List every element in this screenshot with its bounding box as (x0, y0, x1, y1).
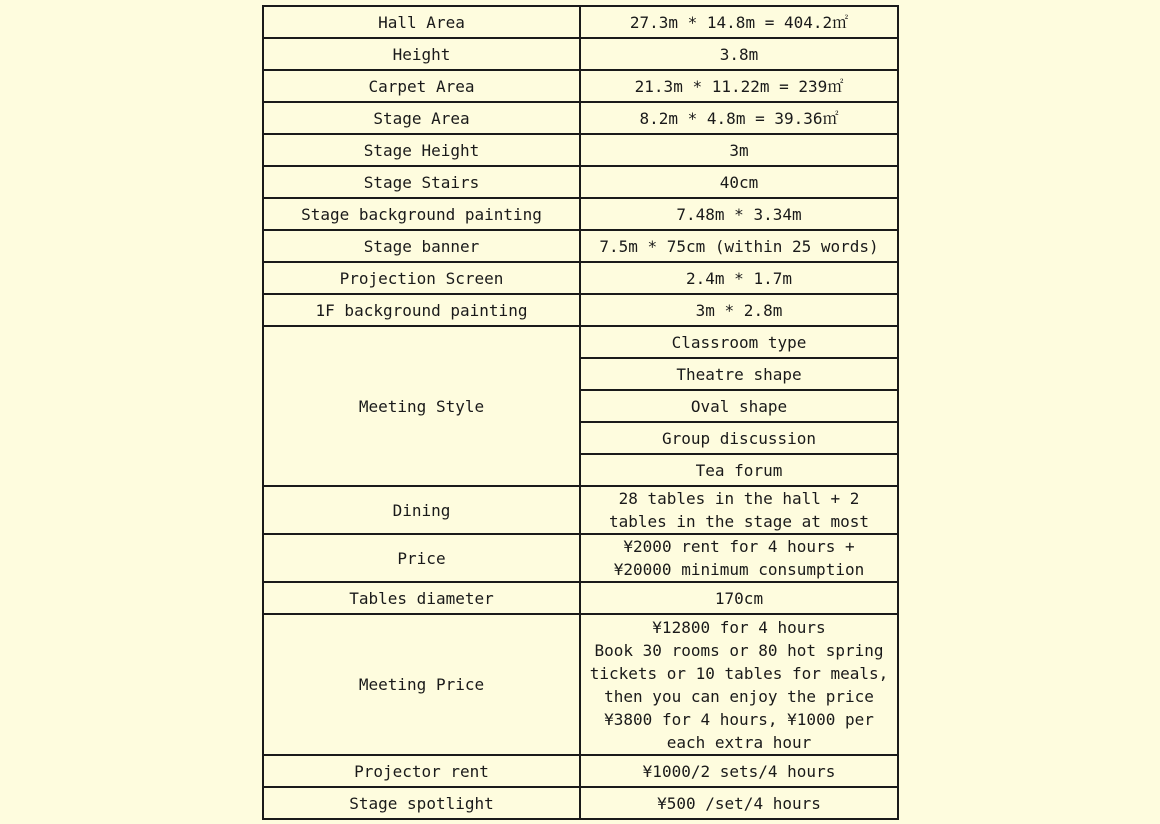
row-value: ¥500 /set/4 hours (580, 787, 898, 819)
table-row (263, 614, 898, 755)
meeting-price-text (585, 616, 893, 754)
price-text (585, 535, 893, 581)
row-value: ¥1000/2 sets/4 hours (580, 755, 898, 787)
table-row (263, 787, 898, 819)
row-value: 3m (580, 134, 898, 166)
row-value: 7.48m * 3.34m (580, 198, 898, 230)
row-value: 2.4m * 1.7m (580, 262, 898, 294)
table-row (263, 326, 898, 358)
row-label: Height (263, 38, 580, 70)
row-label: Stage background painting (263, 198, 580, 230)
table-row (263, 6, 898, 38)
table-row (263, 198, 898, 230)
row-label: 1F background painting (263, 294, 580, 326)
meeting-style-option: Oval shape (580, 390, 898, 422)
meeting-style-option: Group discussion (580, 422, 898, 454)
row-label: Projector rent (263, 755, 580, 787)
row-label: Stage Height (263, 134, 580, 166)
row-value (580, 486, 898, 534)
meeting-price-offer: Book 30 rooms or 80 hot spring tickets or 10 tables for meals, then you can enjoy the price ¥3800 for 4 hours, ¥1000 per each extra hour (589, 640, 889, 752)
table-row (263, 294, 898, 326)
table-row (263, 102, 898, 134)
meeting-style-option: Tea forum (580, 454, 898, 486)
venue-spec-table (262, 5, 899, 820)
row-label: Stage Stairs (263, 166, 580, 198)
row-value: 3m * 2.8m (580, 294, 898, 326)
meeting-style-option: Theatre shape (580, 358, 898, 390)
dining-text: 28 tables in the hall + 2 tables in the stage at most (608, 489, 870, 531)
row-label: Projection Screen (263, 262, 580, 294)
table-row (263, 534, 898, 582)
table-row (263, 38, 898, 70)
row-value: 27.3m * 14.8m = 404.2㎡ (580, 6, 898, 38)
table-row (263, 70, 898, 102)
table-row (263, 230, 898, 262)
row-value: 3.8m (580, 38, 898, 70)
row-value: 7.5m * 75cm (within 25 words) (580, 230, 898, 262)
row-label: Meeting Price (263, 614, 580, 755)
price-line: ¥20000 minimum consumption (613, 560, 865, 579)
row-label: Hall Area (263, 6, 580, 38)
row-value (580, 614, 898, 755)
row-label: Tables diameter (263, 582, 580, 614)
row-value: 21.3m * 11.22m = 239㎡ (580, 70, 898, 102)
meeting-style-option: Classroom type (580, 326, 898, 358)
row-value: 8.2m * 4.8m = 39.36㎡ (580, 102, 898, 134)
row-label: Stage spotlight (263, 787, 580, 819)
row-label: Stage banner (263, 230, 580, 262)
row-label: Stage Area (263, 102, 580, 134)
table-row (263, 262, 898, 294)
table-row (263, 582, 898, 614)
row-value (580, 534, 898, 582)
row-label: Meeting Style (263, 326, 580, 486)
row-value: 170cm (580, 582, 898, 614)
row-value: 40cm (580, 166, 898, 198)
table-row (263, 134, 898, 166)
row-label: Dining (263, 486, 580, 534)
table-row (263, 486, 898, 534)
price-line: ¥2000 rent for 4 hours + (623, 537, 855, 556)
row-label: Price (263, 534, 580, 582)
table-row (263, 166, 898, 198)
row-label: Carpet Area (263, 70, 580, 102)
table-row (263, 755, 898, 787)
meeting-price-line: ¥12800 for 4 hours (652, 617, 826, 637)
